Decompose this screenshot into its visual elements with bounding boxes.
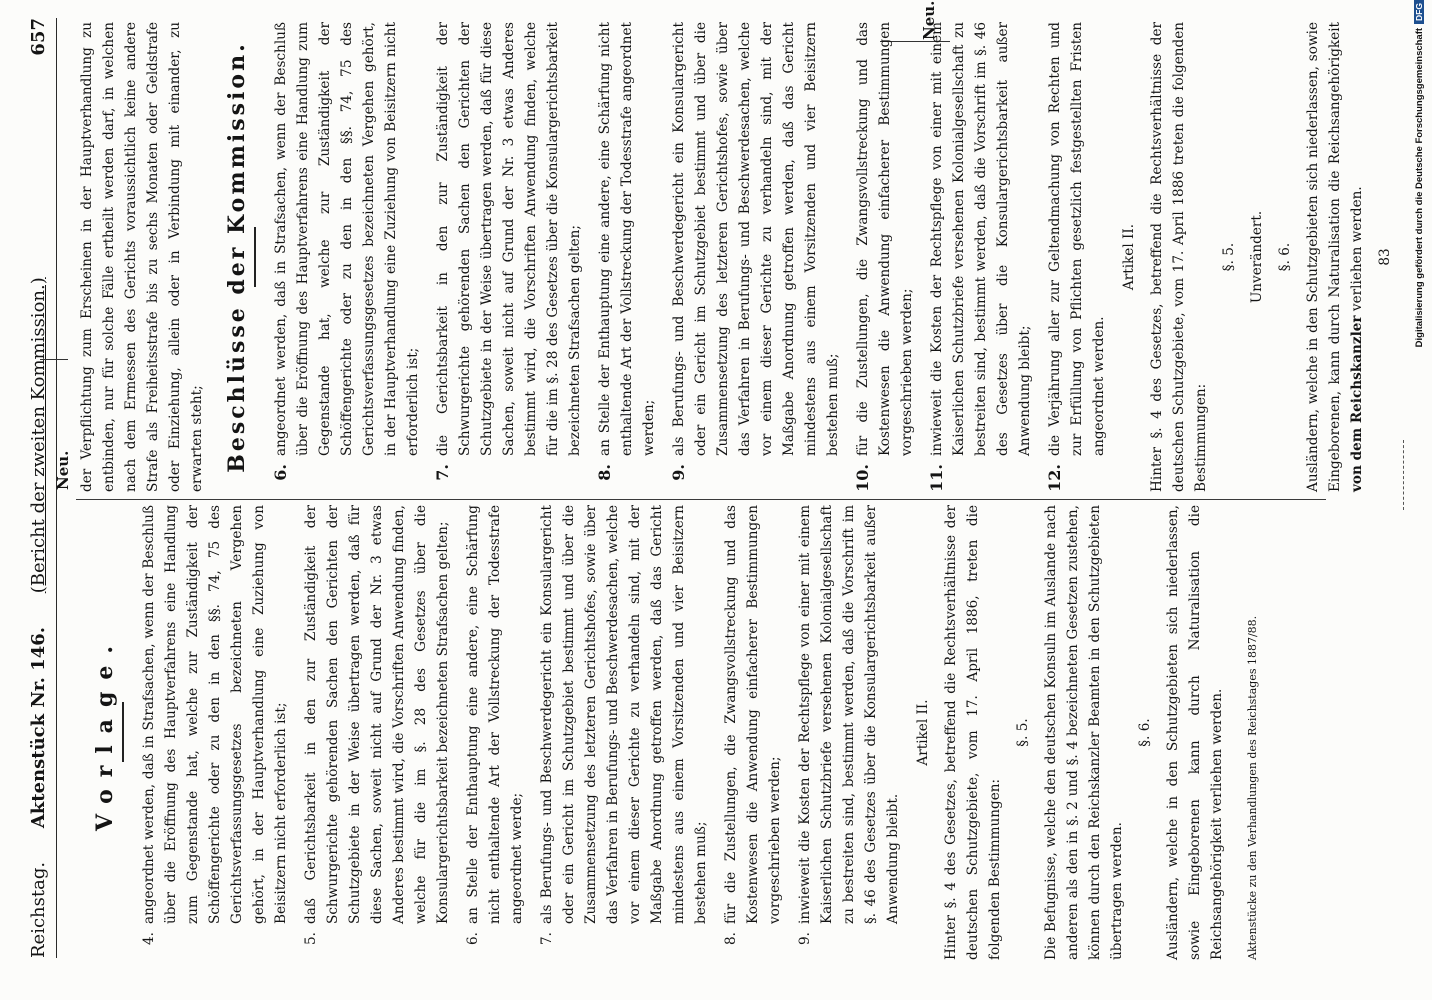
section-5-heading: §. 5. [1015,718,1031,747]
section-6-text: Ausländern, welche in den Schutzgebieten sich niederlassen, sowie Eingeborenen kann durch Naturalisation die Reichsangehörigkeit verliehen werden. [1165,505,1225,960]
watermark-text-wrapper [1414,0,1425,1000]
article-text: Hinter §. 4 des Gesetzes, betreffend die Rechtsverhältnisse der deutschen Schutzgebiete, vom 17. April 1886, treten die folgenden Bestimmungen: [943,505,1003,960]
item-text: an Stelle der Enthauptung eine andere, eine Schärfung nicht enthaltende Art der Vollstreckung der Todesstrafe angeordnet werde; [465,505,525,924]
article-heading: Artikel II. [915,699,931,766]
item-number: 9. [797,932,813,945]
digitization-watermark [1412,0,1432,1000]
item-text: daß Gerichtsbarkeit in den zur Zuständigkeit der Schwurgerichte gehörenden Sachen den Gerichten der Schutzgebiete in der Weise übertragen werden, daß für diese Sachen, soweit nicht auf Grund der Nr. 3 etwas Anderes bestimmt wird, die Vorschriften Anwendung finden, welche für die im §. 28 des Gesetzes über die Konsulargerichtsbarkeit bezeichneten Strafsachen gelten; [303,505,451,924]
item-number: 8. [595,464,614,481]
item-text: inwieweit die Kosten der Rechtspflege von einer mit einem Kaiserlichen Schutzbriefe versehenen Kolonialgesellschaft zu bestreiten sind, bestimmt werden, daß die Vorschrift im §. 46 des Gesetzes über die Konsulargerichtsbarkeit außer Anwendung bleibt; [929,22,1033,456]
list-item [594,22,660,492]
item-number: 8. [723,932,739,945]
section-6-heading: §. 6. [1137,718,1153,747]
list-item [462,505,528,960]
item-number: 7. [433,464,452,481]
item-number: 6. [271,464,290,481]
item-text: angeordnet werden, daß in Strafsachen, wenn der Beschluß über die Eröffnung des Hauptverfahrens eine Handlung zum Gegenstande hat, welche zur Zuständigkeit der Schöffengerichte oder zu den in den §§. 74, 75 des Gerichtsverfassungsgesetzes bezeichneten Vergehen gehört, in der Hauptverhandlung eine Zuziehung von Beisitzern nicht erforderlich ist; [273,22,421,456]
header-left [28,249,49,958]
right-column-beschluesse [76,22,1396,492]
section-5-text: Unverändert. [1249,210,1265,304]
side-bracket [40,359,68,360]
item-number: 10. [853,464,872,492]
item-number: 5. [303,932,319,945]
side-note-new: Neu. [920,0,938,40]
article-text: Hinter §. 4 des Gesetzes, betreffend die Rechtsverhältnisse der deutschen Schutzgebiete, vom 17. April 1886 treten die folgenden Bestimmungen: [1149,22,1209,492]
list-item [300,505,454,960]
column-divider [76,499,1326,500]
heading-rule [254,227,256,287]
list-item [270,22,424,492]
list-item [1044,22,1110,492]
item-number: 12. [1045,464,1064,492]
item-number: 4. [141,932,157,945]
item-number: 11. [927,464,946,492]
header-reichstag: Reichstag. [28,861,49,958]
item-text: inwieweit die Kosten der Rechtspflege von einer mit einem Kaiserlichen Schutzbriefe versehenen Kolonialgesellschaft zu bestreiten sind, bestimmt werden, daß die Vorschrift im §. 46 des Gesetzes über die Konsulargerichtsbarkeit außer Anwendung bleibt. [797,505,901,924]
item-number: 9. [669,464,688,481]
item-text: für die Zustellungen, die Zwangsvollstreckung und das Kostenwesen die Anwendung einfacherer Bestimmungen vorgeschrieben werden; [855,22,915,456]
page-footer-number: 83 [1377,248,1393,266]
item-number: 7. [539,932,555,945]
item-text: angeordnet werden, daß in Strafsachen, wenn der Beschluß über die Eröffnung des Hauptverfahrens eine Handlung zum Gegenstande hat, welche zur Zuständigkeit der Schöffengerichte oder zu den in den §§. 74, 75 des Gerichtsverfassungsgesetzes bezeichneten Vergehen gehört, in der Hauptverhandlung eine Zuziehung von Beisitzern nicht erforderlich ist; [141,505,289,924]
list-item [536,505,712,960]
heading-rule [122,703,124,763]
item-text: an Stelle der Enthauptung eine andere, eine Schärfung nicht enthaltende Art der Vollstreckung der Todesstrafe angeordnet werden; [597,22,657,456]
list-item [794,505,904,960]
vorlage-heading: Vorlage. [92,634,118,831]
watermark-text: Digitalisierung gefördert durch die Deutsche Forschungsgemeinschaft [1414,27,1425,348]
item-text: als Berufungs- und Beschwerdegericht ein Konsulargericht oder ein Gericht im Schutzgebiet bestimmt und über die Zusammensetzung des letzteren Gerichtshofes, sowie über das Verfahren in Berufungs- und Beschwerdesachen, welche vor einem dieser Gerichte zu verhandeln sind, mit der Maßgabe Anordnung getroffen werden, daß das Gericht mindestens aus einem Vorsitzenden und vier Beisitzern bestehen muß; [539,505,709,924]
item-text: als Berufungs- und Beschwerdegericht ein Konsulargericht oder ein Gericht im Schutzgebiet bestimmt und über die Zusammensetzung des letzteren Gerichtshofes, sowie über das Verfahren in Berufungs- und Beschwerdesachen, welche vor einem dieser Gerichte zu verhandeln sind, mit der Maßgabe Anordnung getroffen werden, daß das Gericht mindestens aus einem Vorsitzenden und vier Beisitzern bestehen muß; [671,22,841,456]
item-text: die Verjährung aller zur Geltendmachung von Rechten und zur Erfüllung von Pflichten gesetzlich festgestellten Fristen angeordnet werden. [1047,22,1107,456]
margin-marks [1403,440,1408,510]
item-text: für die Zustellungen, die Zwangsvollstreckung und das Kostenwesen die Anwendung einfacherer Bestimmungen vorgeschrieben werden; [723,505,783,924]
footnote: Aktenstücke zu den Verhandlungen des Reichstages 1887/88. [1246,615,1259,960]
section-6-text-c: verliehen werden. [1349,186,1365,316]
item-text: die Gerichtsbarkeit in den zur Zuständigkeit der Schwurgerichte gehörenden Sachen den Gerichten der Schutzgebiete in der Weise übertragen werden, daß für diese Sachen, soweit nicht auf Grund der Nr. 3 etwas Anderes bestimmt wird, die Vorschriften Anwendung finden, welche für die im §. 28 des Gesetzes über die Konsulargerichtsbarkeit bezeichneten Strafsachen gelten; [435,22,583,456]
list-item [138,505,292,960]
left-column-vorlage [76,505,1264,960]
section-6-heading: §. 6. [1277,242,1293,272]
list-item [432,22,586,492]
side-note-new: Neu. [54,450,72,490]
beschluesse-list [270,22,1110,492]
list-item [926,22,1036,492]
section-5-heading: §. 5. [1221,242,1237,272]
item-number: 6. [465,932,481,945]
header-document-number: Aktenstück Nr. 146. [28,626,49,829]
header-report-title: (Bericht der zweiten Kommission.) [28,277,49,594]
list-item [720,505,786,960]
section-6-text [1302,22,1368,492]
section-6-text-a: Ausländern, welche in den Schutzgebieten sich niederlassen, sowie Eingeborenen, kann durch Naturalisation die Reichsangehörigkeit [1305,22,1343,492]
beschluesse-heading: Beschlüsse der Kommission. [224,41,250,473]
intro-continuation: der Verpflichtung zum Erscheinen in der Hauptverhandlung zu entbinden, nur für solche Fälle ertheilt werden darf, in welchen nach dem Ermessen des Gerichts voraussichtlich keine andere Strafe als Freiheitsstrafe bis zu sechs Monaten oder Geldstrafe oder Einziehung, allein oder in Verbindung mit einander, zu erwarten steht; [79,22,205,492]
section-6-text-emphasis: von dem Reichskanzler [1349,315,1365,492]
list-item [852,22,918,492]
header-page-number: 657 [28,18,49,56]
list-item [668,22,844,492]
article-heading: Artikel II. [1121,223,1137,291]
section-5-text: Die Befugnisse, welche den deutschen Konsuln im Auslande nach anderen als den in §. 2 und §. 4 bezeichneten Gesetzen zustehen, können durch den Reichskanzler Beamten in den Schutzgebieten übertragen werden. [1043,505,1125,960]
vorlage-list [138,505,904,960]
dfg-logo: DFG [1414,0,1424,24]
